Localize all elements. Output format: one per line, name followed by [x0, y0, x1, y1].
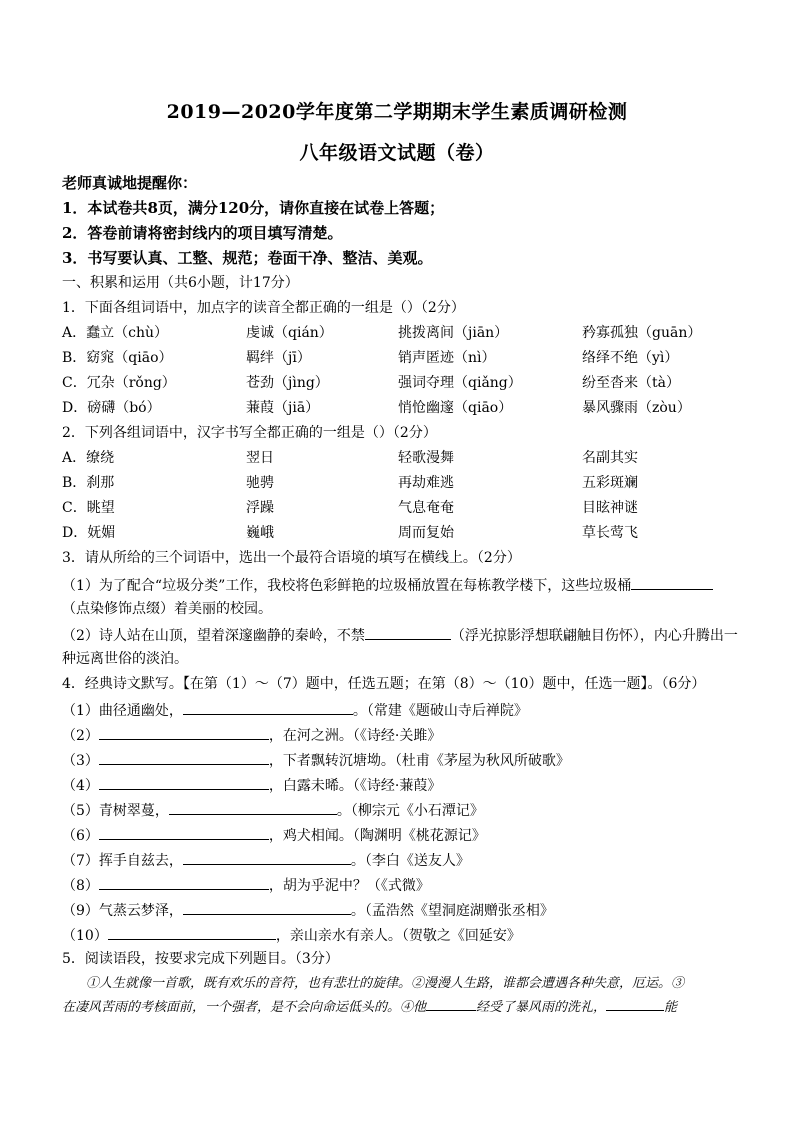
poem-line — [62, 875, 430, 895]
poem-prefix: （5）青树翠蔓， — [62, 803, 169, 819]
q2-option-row — [62, 524, 742, 542]
q2-option-cell: 草长莺飞 — [582, 525, 638, 541]
q1-option-cell: 挑拨离间（jiān） — [398, 325, 509, 341]
poem-prefix: （6） — [62, 828, 99, 844]
poem-prefix: （8） — [62, 878, 99, 894]
q1-option-cell: D．磅礴（bó） — [62, 400, 161, 416]
q1-option-row — [62, 349, 742, 367]
q2-option-cell: 浮躁 — [246, 500, 274, 516]
passage-text: 在凄风苦雨的考核面前，一个强者，是不会向命运低头的。④他 — [62, 1000, 427, 1015]
answer-blank[interactable] — [169, 800, 337, 815]
question-3-stem: 3．请从所给的三个词语中，选出一个最符合语境的填写在横线上。（2分） — [62, 550, 521, 566]
q3-sentence-1 — [62, 575, 713, 595]
reading-passage-line: ①人生就像一首歌，既有欢乐的音符，也有悲壮的旋律。②漫漫人生路，谁都会遭遇各种失意，厄运。③ — [86, 976, 685, 991]
q2-option-cell: D．妩媚 — [62, 525, 116, 541]
poem-line — [62, 850, 470, 870]
q1-option-cell: 苍劲（jìng） — [246, 375, 329, 391]
q2-option-cell: 轻歌漫舞 — [398, 450, 454, 466]
answer-blank[interactable] — [631, 575, 713, 590]
q1-option-cell: 强词夺理（qiǎng） — [398, 375, 522, 391]
answer-blank[interactable] — [426, 996, 476, 1011]
poem-prefix: （3） — [62, 753, 99, 769]
q2-option-row — [62, 499, 742, 517]
poem-line — [62, 750, 570, 770]
q2-option-cell: 周而复始 — [398, 525, 454, 541]
q2-option-cell: 五彩斑斓 — [582, 475, 638, 491]
q2-option-cell: 目眩神谜 — [582, 500, 638, 516]
q2-option-cell: 再劫难逃 — [398, 475, 454, 491]
q1-option-cell: B．窈窕（qiāo） — [62, 350, 173, 366]
q2-option-cell: C．眺望 — [62, 500, 115, 516]
q1-option-cell: A．蠢立（chù） — [62, 325, 168, 341]
question-1-stem: 1．下面各组词语中，加点字的读音全都正确的一组是（）（2分） — [62, 300, 465, 316]
poem-line — [62, 800, 484, 820]
question-5-stem: 5．阅读语段，按要求完成下列题目。（3分） — [62, 951, 339, 967]
poem-prefix: （4） — [62, 778, 99, 794]
q3-s2-text: （2）诗人站在山顶，望着深邃幽静的秦岭，不禁 — [62, 628, 365, 644]
q3-s1-text: （1）为了配合“垃圾分类”工作，我校将色彩鲜艳的垃圾桶放置在每栋教学楼下，这些垃圾桶 — [62, 578, 632, 594]
poem-line — [62, 775, 441, 795]
answer-blank[interactable] — [99, 775, 269, 790]
answer-blank[interactable] — [606, 996, 664, 1011]
poem-suffix: 。（柳宗元《小石潭记》 — [336, 803, 484, 819]
q2-option-cell: 驰骋 — [246, 475, 274, 491]
q2-option-cell: 名副其实 — [582, 450, 638, 466]
answer-blank[interactable] — [108, 925, 276, 940]
q1-option-cell: 纷至沓来（tà） — [582, 375, 680, 391]
question-2-stem: 2．下列各组词语中，汉字书写全都正确的一组是（）（2分） — [62, 425, 437, 441]
q2-option-cell: 巍峨 — [246, 525, 274, 541]
answer-blank[interactable] — [99, 875, 269, 890]
q3-sentence-2 — [62, 625, 738, 645]
poem-suffix: ，在河之洲。（《诗经·关雎》 — [268, 728, 442, 744]
poem-suffix: 。（常建《题破山寺后禅院》 — [352, 703, 528, 719]
poem-suffix: ，胡为乎泥中？（《式微》 — [268, 878, 430, 894]
poem-line — [62, 825, 486, 845]
exam-subtitle: 八年级语文试题（卷） — [299, 142, 495, 164]
poem-suffix: ，亲山亲水有亲人。（贺敬之《回延安》 — [275, 928, 521, 944]
q3-s2-options: （浮光掠影浮想联翩触目伤怀），内心升腾出一 — [450, 628, 738, 644]
q1-option-cell: 络绎不绝（yì） — [582, 350, 679, 366]
q1-option-row — [62, 399, 742, 417]
q3-sentence-2-cont: 种远离世俗的淡泊。 — [62, 651, 188, 667]
section-heading: 一、积累和运用（共6小题，计17分） — [62, 275, 299, 291]
poem-suffix: ，白露未晞。（《诗经·蒹葭》 — [268, 778, 442, 794]
poem-suffix: 。（孟浩然《望洞庭湖赠张丞相》 — [350, 903, 554, 919]
passage-text: 能 — [664, 1000, 678, 1015]
q1-option-cell: 悄怆幽邃（qiāo） — [398, 400, 513, 416]
passage-text: 经受了暴风雨的洗礼， — [476, 1000, 607, 1015]
poem-prefix: （9）气蒸云梦泽， — [62, 903, 183, 919]
poem-prefix: （10） — [62, 928, 108, 944]
answer-blank[interactable] — [99, 725, 269, 740]
poem-line — [62, 700, 528, 720]
q2-option-cell: 气息奄奄 — [398, 500, 454, 516]
q1-option-cell: C．冗杂（rǒng） — [62, 375, 176, 391]
q1-option-cell: 蒹葭（jiā） — [246, 400, 320, 416]
q2-option-row — [62, 449, 742, 467]
poem-prefix: （7）挥手自兹去， — [62, 853, 183, 869]
q2-option-row — [62, 474, 742, 492]
poem-line — [62, 925, 521, 945]
poem-line — [62, 725, 441, 745]
poem-prefix: （1）曲径通幽处， — [62, 703, 183, 719]
answer-blank[interactable] — [365, 625, 451, 640]
poem-prefix: （2） — [62, 728, 99, 744]
q3-sentence-1-cont: （点染修饰点缀）着美丽的校园。 — [62, 601, 272, 617]
q2-option-cell: 翌日 — [246, 450, 274, 466]
question-4-stem: 4．经典诗文默写。【在第（1）～（7）题中，任选五题；在第（8）～（10）题中，任选一题】。（6分） — [62, 676, 706, 692]
answer-blank[interactable] — [183, 700, 353, 715]
q2-option-cell: A．缭绕 — [62, 450, 115, 466]
poem-suffix: 。（李白《送友人》 — [350, 853, 470, 869]
q1-option-row — [62, 374, 742, 392]
poem-line — [62, 900, 554, 920]
q1-option-cell: 暴风骤雨（zòu） — [582, 400, 691, 416]
q1-option-cell: 销声匿迹（nì） — [398, 350, 496, 366]
exam-title: 2019—2020学年度第二学期期末学生素质调研检测 — [166, 101, 628, 123]
q1-option-cell: 羁绊（jī） — [246, 350, 311, 366]
q1-option-cell: 虔诚（qián） — [246, 325, 333, 341]
answer-blank[interactable] — [183, 900, 351, 915]
answer-blank[interactable] — [99, 750, 269, 765]
poem-suffix: ，下者飘转沉塘坳。（杜甫《茅屋为秋风所破歌》 — [268, 753, 570, 769]
poem-suffix: ，鸡犬相闻。（陶渊明《桃花源记》 — [268, 828, 486, 844]
notice-item: 3．书写要认真、工整、规范；卷面干净、整洁、美观。 — [62, 249, 433, 267]
answer-blank[interactable] — [99, 825, 269, 840]
notice-item: 2．答卷前请将密封线内的项目填写清楚。 — [62, 224, 343, 242]
answer-blank[interactable] — [183, 850, 351, 865]
q1-option-cell: 矜寡孤独（guān） — [582, 325, 702, 341]
q2-option-cell: B．刹那 — [62, 475, 115, 491]
reading-passage-line — [62, 996, 677, 1020]
notice-item: 1．本试卷共8页，满分120分，请你直接在试卷上答题； — [62, 199, 445, 217]
q1-option-row — [62, 324, 742, 342]
notice-heading: 老师真诚地提醒你： — [62, 174, 198, 192]
